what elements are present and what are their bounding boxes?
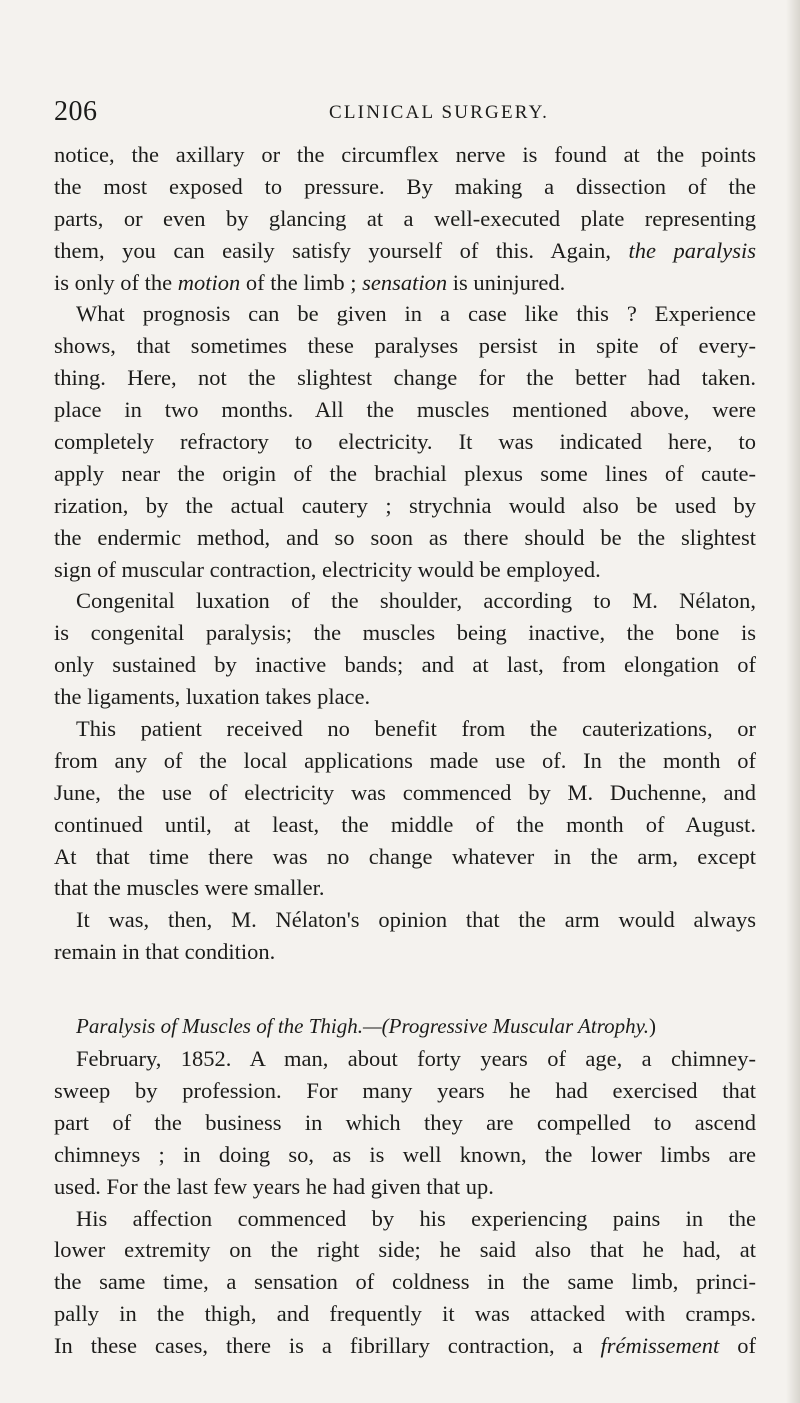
section-heading xyxy=(54,1011,756,1043)
section-heading-subtitle: Progressive Muscular Atrophy. xyxy=(388,1014,649,1039)
text-line: sign of muscular contraction, electricity would be employed. xyxy=(54,556,601,582)
text-line: lower extremity on the right side; he said also that he had, at xyxy=(54,1237,756,1263)
italic-term: sensation xyxy=(362,269,448,295)
text-line xyxy=(54,235,756,267)
text-line: notice, the axillary or the circumflex nerve is found at the points xyxy=(54,142,756,167)
running-head: CLINICAL SURGERY. xyxy=(329,102,550,123)
text-line: June, the use of electricity was commenced by M. Duchenne, and xyxy=(54,779,756,805)
text-span: is only of the xyxy=(54,269,173,295)
text-line: the endermic method, and so soon as there should be the slightest xyxy=(54,524,756,550)
text-line: only sustained by inactive bands; and at last, from elongation of xyxy=(54,652,756,678)
page-edge-shadow xyxy=(786,0,800,1403)
text-line: continued until, at least, the middle of the month of August. xyxy=(54,811,756,837)
text-line: At that time there was no change whatever in the arm, except xyxy=(54,843,756,869)
text-line: place in two months. All the muscles mentioned above, were xyxy=(54,397,756,423)
text-line: the same time, a sensation of coldness in the same limb, princi- xyxy=(54,1269,756,1295)
text-line: His affection commenced by his experiencing pains in the xyxy=(76,1205,756,1231)
text-line: that the muscles were smaller. xyxy=(54,875,325,901)
section-gap xyxy=(54,968,756,1011)
text-line: completely refractory to electricity. It was indicated here, to xyxy=(54,429,756,455)
section-heading-title: Paralysis of Muscles of the Thigh.—( xyxy=(76,1014,389,1039)
text-line: parts, or even by glancing at a well-executed plate representing xyxy=(54,205,756,231)
body-text xyxy=(54,139,756,1362)
text-line: sweep by profession. For many years he had exercised that xyxy=(54,1077,756,1103)
text-span: In these cases, there is a fibrillary contraction, a xyxy=(54,1333,583,1359)
text-line: the most exposed to pressure. By making a dissection of the xyxy=(54,173,756,199)
text-line: It was, then, M. Nélaton's opinion that the arm would always xyxy=(76,907,756,933)
text-line: from any of the local applications made use of. In the month of xyxy=(54,747,756,773)
italic-term: frémissement xyxy=(600,1333,720,1359)
text-line: February, 1852. A man, about forty years of age, a chimney- xyxy=(76,1046,756,1072)
text-line: chimneys ; in doing so, as is well known, the lower limbs are xyxy=(54,1141,756,1167)
text-line: What prognosis can be given in a case like this ? Experience xyxy=(76,301,756,327)
text-line: rization, by the actual cautery ; strychnia would also be used by xyxy=(54,492,756,518)
text-line: used. For the last few years he had given that up. xyxy=(54,1173,494,1199)
text-span: is uninjured. xyxy=(452,269,566,295)
text-line: This patient received no benefit from the cauterizations, or xyxy=(76,716,756,742)
italic-term: motion xyxy=(177,269,241,295)
text-line: shows, that sometimes these paralyses persist in spite of every- xyxy=(54,333,756,359)
text-line xyxy=(54,1330,756,1362)
text-line: apply near the origin of the brachial plexus some lines of caute- xyxy=(54,460,756,486)
section-heading-close: ) xyxy=(649,1014,656,1039)
page-header xyxy=(54,96,754,126)
text-line: pally in the thigh, and frequently it was attacked with cramps. xyxy=(54,1301,756,1327)
text-line: remain in that condition. xyxy=(54,939,276,965)
text-span: of the limb ; xyxy=(245,269,357,295)
text-line: Congenital luxation of the shoulder, according to M. Nélaton, xyxy=(76,588,756,614)
text-line xyxy=(54,267,756,299)
text-line: the ligaments, luxation takes place. xyxy=(54,684,371,710)
text-span: of xyxy=(737,1333,756,1359)
italic-term: the paralysis xyxy=(628,237,756,263)
text-line: part of the business in which they are compelled to ascend xyxy=(54,1109,756,1135)
page-number: 206 xyxy=(54,96,98,127)
text-span: them, you can easily satisfy yourself of this. Again, xyxy=(54,237,611,263)
text-line: thing. Here, not the slightest change for the better had taken. xyxy=(54,365,756,391)
text-line: is congenital paralysis; the muscles being inactive, the bone is xyxy=(54,620,756,646)
